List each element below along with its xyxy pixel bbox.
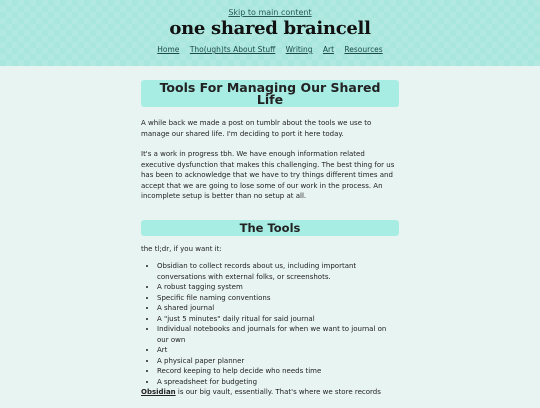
progress-paragraph: It's a work in progress tbh. We have enough information related executive dysfunction that makes this challenging. The best thing for us has been to acknowledge that we have to try things different times and accept that we are going to lose some of our work in the process. An incomplete setup is better than no setup at all. [141,150,395,200]
nav-resources[interactable]: Resources [344,45,383,54]
nav-writing[interactable]: Writing [285,45,313,54]
list-item: • Record keeping to help decide who needs time [157,366,399,377]
site-title[interactable]: one shared braincell [169,18,371,39]
nav-art[interactable]: Art [322,45,335,54]
list-item: • Individual notebooks and journals for when we want to journal on our own [157,324,399,345]
nav-thoughts[interactable]: Tho(ugh)ts About Stuff [189,45,276,54]
skip-to-content-link[interactable]: Skip to main content [228,8,312,17]
list-item: • Specific file naming conventions [157,293,399,304]
list-item: • A "just 5 minutes" daily ritual for said journal [157,314,399,325]
intro-paragraph: A while back we made a post on tumblr about the tools we use to manage our shared life. I'm deciding to port it here today. [141,119,372,138]
page-title: Tools For Managing Our Shared Life [141,80,399,107]
obsidian-text: is our big vault, essentially. That's where we store records [175,388,381,396]
list-item: • A robust tagging system [157,282,399,293]
obsidian-bold: Obsidian [141,388,176,396]
main-content [141,80,399,408]
list-item: • A spreadsheet for budgeting [157,377,399,388]
list-item: • Art [157,345,399,356]
site-header [0,0,540,66]
tools-list [141,261,399,387]
main-nav [0,45,540,54]
nav-home[interactable]: Home [157,45,180,54]
list-item: • Obsidian to collect records about us, including important conversations with external folks, or screenshots. [157,261,399,282]
list-item: • A physical paper planner [157,356,399,367]
list-item: • A shared journal [157,303,399,314]
obsidian-paragraph [141,387,399,398]
tldr-text: the tl;dr, if you want it: [141,244,222,253]
section-heading-tools: The Tools [141,220,399,236]
